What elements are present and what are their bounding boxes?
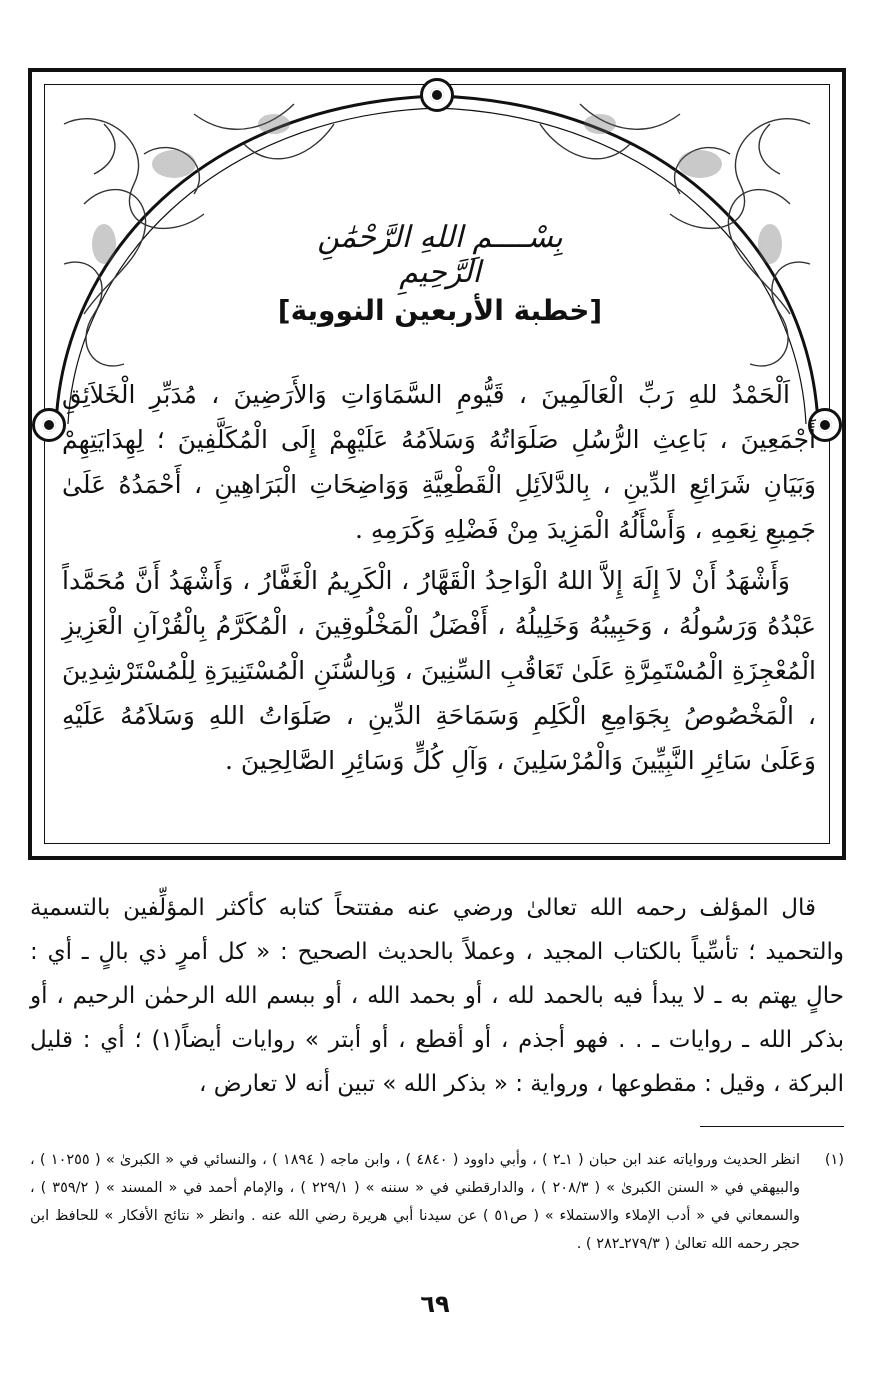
commentary-paragraph: قال المؤلف رحمه الله تعالىٰ ورضي عنه مفتتحاً كتابه كأكثر المؤلِّفين بالتسمية والتحميد ؛ تأسِّياً بالكتاب المجيد ، وعملاً بالحديث الصحيح : « كل أمرٍ ذي بالٍ ـ أي : حالٍ يهتم به ـ لا يبدأ فيه بالحمد لله ، أو بحمد الله ، أو ببسم الله الرحمٰن الرحيم ، أو بذكر الله ـ روايات ـ . . فهو أجذم ، أو أقطع ، أو أبتر » روايات أيضاً(١) ؛ أي : قليل البركة ، وقيل : مقطوعها ، ورواية : « بذكر الله » تبين أنه لا تعارض ، [30, 895, 845, 1097]
ornament-circle-top [420, 78, 454, 112]
footnote [30, 1146, 844, 1258]
commentary [30, 886, 844, 1106]
basmala: بِسْــــمِ اللهِ الرَّحْمَٰنِ الرَّحِيمِ [317, 220, 563, 290]
footnote-divider [700, 1126, 844, 1127]
sermon-paragraph: اَلْحَمْدُ للهِ رَبِّ الْعَالَمِينَ ، قَيُّومِ السَّمَاوَاتِ وَالأَرَضِينَ ، مُدَبِّرِ الْخَلاَئِقِ أَجْمَعِينَ ، بَاعِثِ الرُّسُلِ صَلَوَاتُهُ وَسَلاَمُهُ عَلَيْهِمْ إِلَى الْمُكَلَّفِينَ ؛ لِهِدَايَتِهِمْ وَبَيَانِ شَرَائِعِ الدِّينِ ، بِالدَّلاَئِلِ الْقَطْعِيَّةِ وَوَاضِحَاتِ الْبَرَاهِينِ ، أَحْمَدُهُ عَلَىٰ جَمِيعِ نِعَمِهِ ، وَأَسْأَلُهُ الْمَزِيدَ مِنْ فَضْلِهِ وَكَرَمِهِ . [62, 380, 816, 544]
page-title: [خطبة الأربعين النووية] [277, 294, 603, 327]
sermon-text [62, 372, 816, 789]
sermon-paragraph: وَأَشْهَدُ أَنْ لاَ إِلَهَ إِلاَّ اللهُ الْوَاحِدُ الْقَهَّارُ ، الْكَرِيمُ الْغَفَّارُ ، وَأَشْهَدُ أَنَّ مُحَمَّداً عَبْدُهُ وَرَسُولُهُ ، وَحَبِيبُهُ وَخَلِيلُهُ ، أَفْضَلُ الْمَخْلُوقِينَ ، الْمُكَرَّمُ بِالْقُرْآنِ الْعَزِيزِ الْمُعْجِزَةِ الْمُسْتَمِرَّةِ عَلَىٰ تَعَاقُبِ السِّنِينَ ، وَبِالسُّنَنِ الْمُسْتَنِيرَةِ لِلْمُسْتَرْشِدِينَ ، الْمَخْصُوصُ بِجَوَامِعِ الْكَلِمِ وَسَمَاحَةِ الدِّينِ ، صَلَوَاتُ اللهِ وَسَلاَمُهُ عَلَيْهِ وَعَلَىٰ سَائِرِ النَّبِيِّينَ وَالْمُرْسَلِينَ ، وَآلِ كُلٍّ وَسَائِرِ الصَّالِحِينَ . [62, 566, 816, 775]
footnote-marker: (١) [824, 1152, 844, 1168]
page-number: ٦٩ [420, 1290, 450, 1318]
footnote-text: انظر الحديث ورواياته عند ابن حبان ( ١ـ٢ ) ، وأبي داوود ( ٤٨٤٠ ) ، وابن ماجه ( ١٨٩٤ ) ، والنسائي في « الكبرىٰ » ( ١٠٢٥٥ ) ، والبيهقي في « السنن الكبرىٰ » ( ٢٠٨/٣ ) ، والدارقطني في « سننه » ( ٢٢٩/١ ) ، والإمام أحمد في « المسند » ( ٣٥٩/٢ ) ، والسمعاني في « أدب الإملاء والاستملاء » ( ص٥١ ) عن سيدنا أبي هريرة رضي الله عنه . وانظر « نتائج الأفكار » للحافظ ابن حجر رحمه الله تعالىٰ ( ٢٧٩/٣ـ٢٨٢ ) . [30, 1152, 801, 1252]
ornament-circle-left [32, 408, 66, 442]
